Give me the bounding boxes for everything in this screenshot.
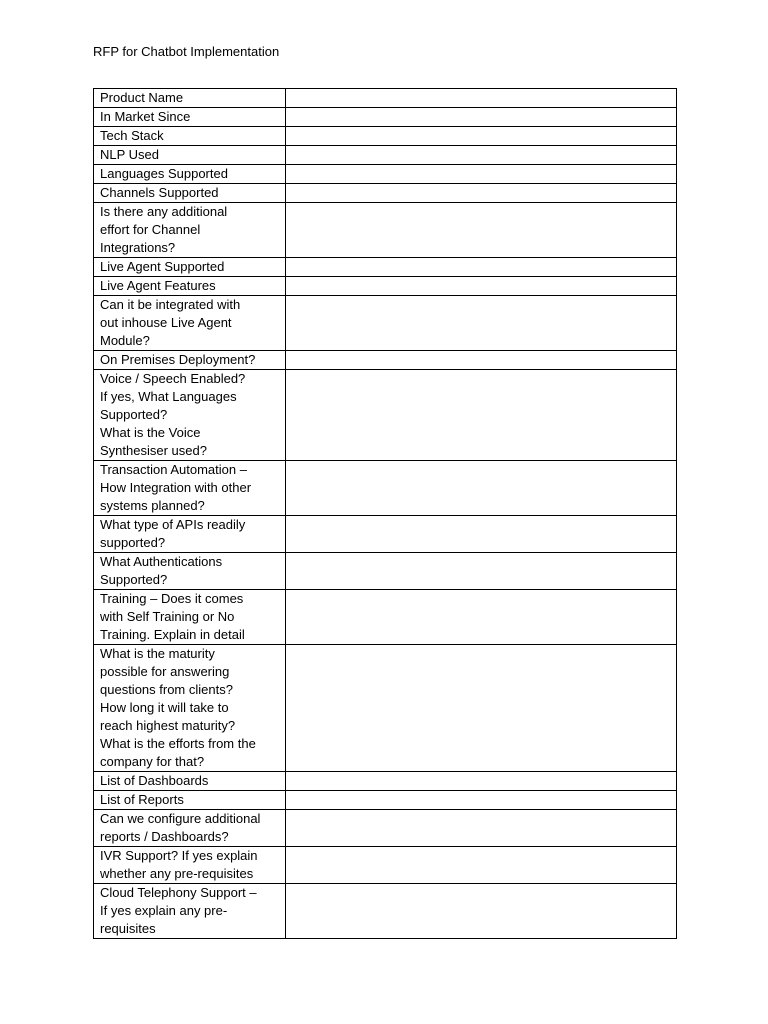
table-row (94, 810, 677, 847)
answer-cell[interactable] (286, 296, 677, 351)
answer-cell[interactable] (286, 203, 677, 258)
question-label: Cloud Telephony Support – If yes explain any pre- requisites (100, 885, 257, 936)
table-row (94, 296, 677, 351)
question-label: Live Agent Supported (100, 259, 225, 274)
question-label: What is the maturity possible for answering questions from clients? How long it will take to reach highest maturity? What is the efforts from the company for that? (100, 646, 256, 769)
answer-cell[interactable] (286, 277, 677, 296)
answer-cell[interactable] (286, 810, 677, 847)
question-cell (94, 810, 286, 847)
table-row (94, 772, 677, 791)
question-cell (94, 108, 286, 127)
answer-cell[interactable] (286, 884, 677, 939)
question-label: Languages Supported (100, 166, 228, 181)
question-label: Training – Does it comes with Self Training or No Training. Explain in detail (100, 591, 245, 642)
answer-cell[interactable] (286, 847, 677, 884)
question-cell (94, 89, 286, 108)
document-title: RFP for Chatbot Implementation (93, 44, 280, 59)
question-label: Is there any additional effort for Channel Integrations? (100, 204, 228, 255)
question-cell (94, 146, 286, 165)
question-cell (94, 351, 286, 370)
question-label: Can it be integrated with out inhouse Live Agent Module? (100, 297, 241, 348)
question-label: What type of APIs readily supported? (100, 517, 246, 550)
question-label: List of Dashboards (100, 773, 209, 788)
question-label: Channels Supported (100, 185, 219, 200)
table-row (94, 184, 677, 203)
question-cell (94, 184, 286, 203)
answer-cell[interactable] (286, 127, 677, 146)
answer-cell[interactable] (286, 108, 677, 127)
question-cell (94, 127, 286, 146)
question-label: Tech Stack (100, 128, 164, 143)
answer-cell[interactable] (286, 184, 677, 203)
table-row (94, 791, 677, 810)
answer-cell[interactable] (286, 258, 677, 277)
table-row (94, 127, 677, 146)
question-label: In Market Since (100, 109, 191, 124)
question-cell (94, 370, 286, 461)
question-cell (94, 645, 286, 772)
question-cell (94, 258, 286, 277)
question-cell (94, 277, 286, 296)
question-cell (94, 847, 286, 884)
table-row (94, 203, 677, 258)
question-label: Product Name (100, 90, 184, 105)
question-cell (94, 203, 286, 258)
table-row (94, 884, 677, 939)
question-cell (94, 772, 286, 791)
answer-cell[interactable] (286, 590, 677, 645)
question-cell (94, 791, 286, 810)
answer-cell[interactable] (286, 165, 677, 184)
answer-cell[interactable] (286, 516, 677, 553)
question-cell (94, 296, 286, 351)
question-label: What Authentications Supported? (100, 554, 223, 587)
table-row (94, 516, 677, 553)
question-label: Transaction Automation – How Integration with other systems planned? (100, 462, 252, 513)
table-row (94, 89, 677, 108)
question-label: On Premises Deployment? (100, 352, 256, 367)
answer-cell[interactable] (286, 645, 677, 772)
table-row (94, 146, 677, 165)
table-row (94, 165, 677, 184)
question-label: NLP Used (100, 147, 160, 162)
answer-cell[interactable] (286, 351, 677, 370)
rfp-table (93, 88, 677, 939)
table-row (94, 461, 677, 516)
table-row (94, 277, 677, 296)
question-cell (94, 553, 286, 590)
question-label: List of Reports (100, 792, 184, 807)
table-row (94, 590, 677, 645)
question-cell (94, 461, 286, 516)
table-row (94, 645, 677, 772)
table-row (94, 351, 677, 370)
table-row (94, 370, 677, 461)
answer-cell[interactable] (286, 772, 677, 791)
table-row (94, 553, 677, 590)
question-cell (94, 884, 286, 939)
table-row (94, 847, 677, 884)
question-cell (94, 516, 286, 553)
question-label: Live Agent Features (100, 278, 216, 293)
table-row (94, 258, 677, 277)
question-label: Voice / Speech Enabled? If yes, What Languages Supported? What is the Voice Synthesiser used? (100, 371, 246, 458)
answer-cell[interactable] (286, 89, 677, 108)
question-label: Can we configure additional reports / Dashboards? (100, 811, 261, 844)
table-row (94, 108, 677, 127)
answer-cell[interactable] (286, 791, 677, 810)
answer-cell[interactable] (286, 461, 677, 516)
answer-cell[interactable] (286, 370, 677, 461)
question-label: IVR Support? If yes explain whether any pre-requisites (100, 848, 258, 881)
answer-cell[interactable] (286, 146, 677, 165)
question-cell (94, 165, 286, 184)
question-cell (94, 590, 286, 645)
answer-cell[interactable] (286, 553, 677, 590)
rfp-table-body (94, 89, 677, 939)
